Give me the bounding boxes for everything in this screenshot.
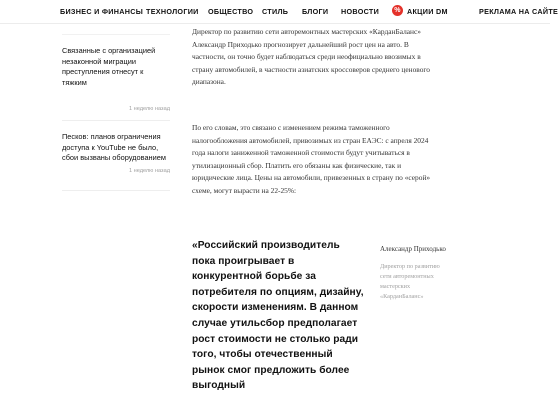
nav-promo-dm[interactable] — [392, 7, 448, 16]
side-news-card[interactable] — [62, 46, 170, 112]
nav-blogs[interactable]: БЛОГИ — [302, 7, 329, 16]
article-paragraph: По его словам, это связано с изменением режима таможенного налогообложения автомобилей, привозимых из стран ЕАЭС: с апреля 2024 года налоги заниженной таможенной стоимости будут учитываться в утилизационный сбор. Платить его обязаны как физические, так и юридические лица. Цены на автомобили, привезенных в страну по «серой» схеме, могут вырасти на 22-25%: — [192, 123, 431, 195]
nav-promo-label: АКЦИИ DM — [407, 7, 448, 16]
quote-author-role: Директор по развитию сети авторемонтных мастерских «КарданБаланс» — [380, 263, 440, 300]
side-news-title[interactable]: Песков: планов ограничения доступа к YouTube не было, сбои вызваны оборудованием — [62, 132, 166, 163]
side-news-card[interactable] — [62, 132, 170, 174]
side-divider-top — [62, 34, 170, 35]
nav-business-finance[interactable]: БИЗНЕС И ФИНАНСЫ — [60, 7, 144, 16]
pull-quote: «Российский производитель пока проигрывает в конкурентной борьбе за потребителя по опциям, дизайну, скорости изменениям. В данном случае утильсбор предполагает рост стоимости не столько ради того, чтобы отечественный рынок смог предложить более выгодный — [192, 240, 364, 392]
top-navigation — [0, 0, 558, 24]
quote-attribution — [380, 244, 450, 302]
nav-society[interactable]: ОБЩЕСТВО — [208, 7, 254, 16]
nav-style[interactable]: СТИЛЬ — [262, 7, 289, 16]
side-news-title[interactable]: Связанные с организацией незаконной миграции преступления отнесут к тяжким — [62, 46, 156, 87]
nav-news[interactable]: НОВОСТИ — [341, 7, 380, 16]
nav-advertising[interactable]: РЕКЛАМА НА САЙТЕ — [479, 7, 558, 16]
side-news-time: 1 неделю назад — [128, 168, 170, 174]
side-divider — [62, 190, 170, 191]
side-divider — [62, 120, 170, 121]
percent-icon: % — [392, 5, 403, 16]
nav-technology[interactable]: ТЕХНОЛОГИИ — [146, 7, 199, 16]
quote-author: Александр Приходько — [380, 245, 446, 253]
article-paragraph: Директор по развитию сети авторемонтных мастерских «КарданБаланс» Александр Приходько прогнозирует дальнейший рост цен на авто. В частности, он точно будет наблюдаться среди неофициально ввозимых в страну автомобилей, в частности азиатских кроссоверов среднего ценового диапазона. — [192, 27, 430, 87]
side-news-time: 1 неделю назад — [128, 106, 170, 112]
